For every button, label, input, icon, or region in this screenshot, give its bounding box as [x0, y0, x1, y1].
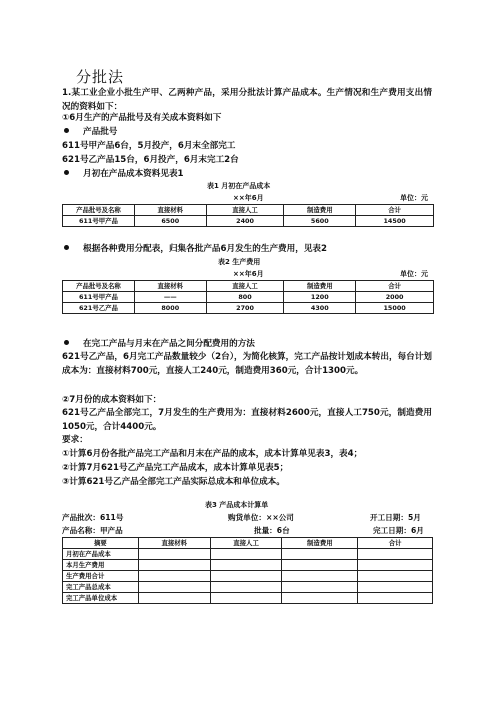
table-row	[63, 292, 434, 303]
table-cell	[210, 571, 282, 582]
table3-quantity: 批量：6台	[254, 526, 290, 535]
table-header-cell: 制造费用	[284, 281, 356, 292]
table2-unit: 单位：元	[400, 270, 428, 278]
bullet-dot-icon	[64, 245, 69, 250]
table-cell: 611号甲产品	[63, 216, 135, 227]
bullet-text: 产品批号	[83, 127, 118, 137]
table-row	[63, 216, 434, 227]
bullet-dot-icon	[64, 340, 69, 345]
table3-start-date: 开工日期：5月	[370, 513, 421, 522]
bullet-opening-wip	[62, 168, 184, 180]
page-title: 分批法	[76, 68, 125, 86]
table1-unit: 单位：元	[400, 194, 428, 202]
table-cell	[358, 549, 433, 560]
table-header-cell: 直接人工	[210, 538, 282, 549]
bullet-production-costs	[62, 243, 327, 255]
method-paragraph: 621号乙产品，6月完工产品数量较少（2台），为简化核算，完工产品按计划成本转出，每台计划成本为：直接材料700元，直接人工240元，制造费用360元，合计1300元。	[62, 352, 432, 376]
table-row-label: 本月生产费用	[63, 560, 139, 571]
table1-title: 表1 月初在产品成本	[207, 182, 271, 190]
table-cell: 4300	[284, 303, 356, 314]
bullet-dot-icon	[64, 128, 69, 133]
table-cell	[138, 582, 210, 593]
table-cell	[282, 593, 358, 604]
table-header-row	[63, 205, 434, 216]
table-cell: 2700	[206, 303, 284, 314]
table-cell	[282, 571, 358, 582]
table1-period: ××年6月	[233, 194, 264, 202]
table2-period: ××年6月	[233, 270, 264, 278]
table-cell	[210, 549, 282, 560]
intro-paragraph: 1.某工业企业小批生产甲、乙两种产品，采用分批法计算产品成本。生产情况和生产费用支出情况的资料如下：	[62, 88, 432, 112]
table-cell	[138, 560, 210, 571]
table-cell	[358, 593, 433, 604]
table-cell: ——	[134, 292, 206, 303]
table-header-row	[63, 281, 434, 292]
batch-621-line: 621号乙产品15台，6月投产，6月末完工2台	[62, 155, 239, 165]
table-row	[63, 303, 434, 314]
table3-title: 表3 产品成本计算单	[205, 501, 269, 509]
batch-611-line: 611号甲产品6台，5月投产，6月末全部完工	[62, 141, 236, 151]
table-cell: 5600	[284, 216, 356, 227]
table-cell: 6500	[134, 216, 206, 227]
table3-cost-sheet	[62, 537, 433, 604]
bullet-text: 在完工产品与月末在产品之间分配费用的方法	[83, 339, 255, 349]
table-cell: 1200	[284, 292, 356, 303]
table3-product-name: 产品名称：甲产品	[62, 526, 123, 535]
table2-production-costs	[62, 280, 434, 314]
table-row	[63, 582, 433, 593]
requirement-2: ②计算7月621号乙产品完工产品成本，成本计算单见表5；	[62, 463, 289, 473]
requirements-label: 要求：	[62, 435, 88, 445]
table-cell	[282, 582, 358, 593]
table-cell	[282, 560, 358, 571]
table3-batch: 产品批次：611号	[62, 513, 124, 522]
item-1-label: ①6月生产的产品批号及有关成本资料如下	[62, 113, 222, 123]
table-header-cell: 直接材料	[134, 281, 206, 292]
table-cell	[210, 593, 282, 604]
table3-finish-date: 完工日期：6月	[373, 526, 424, 535]
table-header-cell: 产品批号及名称	[63, 281, 135, 292]
table-header-cell: 制造费用	[284, 205, 356, 216]
table2-title: 表2 生产费用	[218, 258, 261, 266]
bullet-text: 根据各种费用分配表，归集各批产品6月发生的生产费用，见表2	[83, 244, 327, 254]
bullet-dot-icon	[64, 170, 69, 175]
table-cell	[282, 549, 358, 560]
table-row-label: 完工产品总成本	[63, 582, 139, 593]
table-cell: 611号甲产品	[63, 292, 135, 303]
table-cell: 14500	[356, 216, 434, 227]
table-header-cell: 合计	[356, 205, 434, 216]
table-row	[63, 560, 433, 571]
table-row	[63, 593, 433, 604]
july-paragraph: 621号乙产品全部完工，7月发生的生产费用为：直接材料2600元，直接人工750元，制造费用1050元，合计4400元。	[62, 408, 432, 432]
requirement-1: ①计算6月份各批产品完工产品和月末在产品的成本，成本计算单见表3，表4；	[62, 449, 363, 459]
table-cell: 800	[206, 292, 284, 303]
table-cell: 15000	[356, 303, 434, 314]
requirement-3: ③计算621号乙产品全部完工产品实际总成本和单位成本。	[62, 477, 285, 487]
table-header-cell: 直接人工	[206, 281, 284, 292]
table-header-cell: 直接人工	[206, 205, 284, 216]
table-header-cell: 合计	[356, 281, 434, 292]
table-cell	[210, 582, 282, 593]
table-header-cell: 制造费用	[282, 538, 358, 549]
table-cell	[138, 571, 210, 582]
table-row	[63, 571, 433, 582]
table-cell	[210, 560, 282, 571]
bullet-text: 月初在产品成本资料见表1	[83, 169, 184, 179]
table-cell	[138, 593, 210, 604]
table-row-label: 月初在产品成本	[63, 549, 139, 560]
bullet-batch-number	[62, 126, 117, 138]
table-cell: 2400	[206, 216, 284, 227]
table3-buyer: 购货单位：××公司	[228, 513, 294, 522]
table-header-row	[63, 538, 433, 549]
table-row-label: 完工产品单位成本	[63, 593, 139, 604]
table-header-cell: 直接材料	[138, 538, 210, 549]
table-header-cell: 直接材料	[134, 205, 206, 216]
table-cell: 8000	[134, 303, 206, 314]
table-header-cell: 产品批号及名称	[63, 205, 135, 216]
table-header-cell: 摘要	[63, 538, 139, 549]
table-header-cell: 合计	[358, 538, 433, 549]
item-2-label: ②7月份的成本资料如下：	[62, 395, 162, 405]
table-cell	[358, 560, 433, 571]
table-cell	[138, 549, 210, 560]
table-cell: 2000	[356, 292, 434, 303]
table-row-label: 生产费用合计	[63, 571, 139, 582]
table1-opening-wip	[62, 204, 434, 227]
table-row	[63, 549, 433, 560]
table-cell	[358, 582, 433, 593]
table-cell	[358, 571, 433, 582]
bullet-allocation-method	[62, 338, 255, 350]
table-cell: 621号乙产品	[63, 303, 135, 314]
